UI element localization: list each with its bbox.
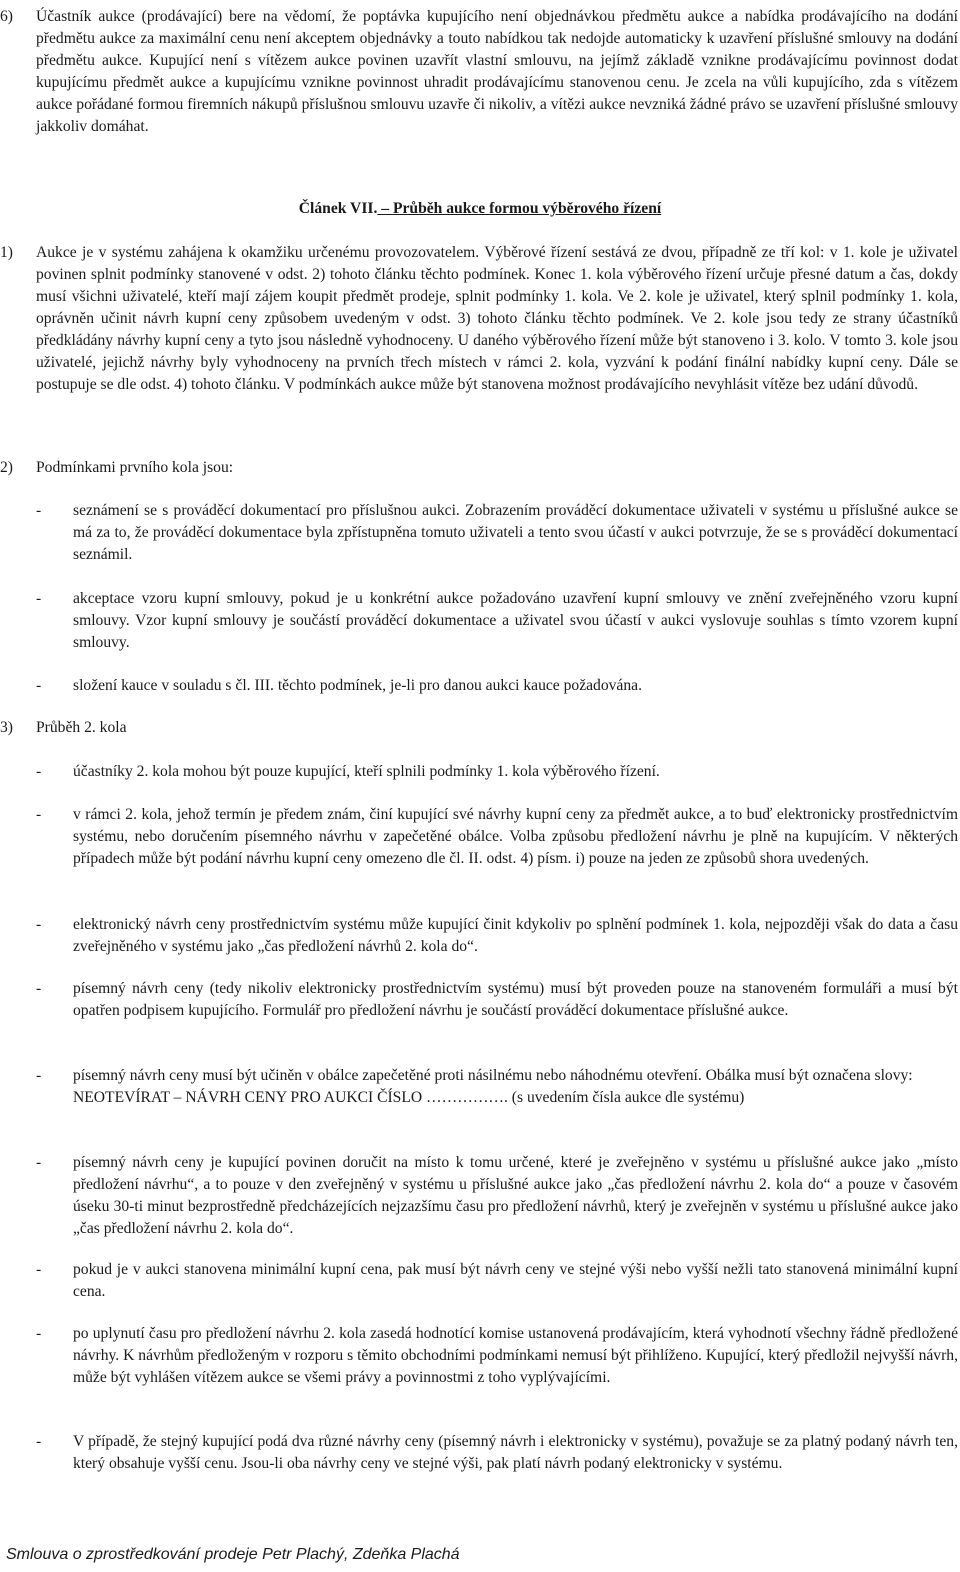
bullet-item <box>0 804 958 870</box>
bullet-text: písemný návrh ceny (tedy nikoliv elektronicky prostřednictvím systému) musí být proveden pouze na stanoveném formuláři a musí být opatřen podpisem kupujícího. Formulář pro předložení návrhu je součástí prováděcí dokumentace příslušné aukce. <box>73 980 958 1019</box>
clause-text: Aukce je v systému zahájena k okamžiku určenému provozovatelem. Výběrové řízení sestává ze dvou, případně ze tří kol: v 1. kole je uživatel povinen splnit podmínky stanovené v odst. 2) tohoto článku těchto podmínek. Konec 1. kola výběrového řízení určuje přesné datum a čas, dokdy musí všichni uživatelé, kteří mají zájem koupit předmět prodeje, splnit podmínky 1. kola. Ve 2. kole je uživatel, který splnil podmínky 1. kola, oprávněn učinit návrh kupní ceny způsobem uvedeným v odst. 3) tohoto článku těchto podmínek. Ve 2. kole jsou tedy ze strany účastníků předkládány návrhy kupní ceny a tyto jsou následně vyhodnoceny. U daného výběrového řízení může být stanoveno i 3. kolo. V tomto 3. kole jsou uživatelé, jejichž návrhy byly vyhodnoceny na prvních třech místech v rámci 2. kola, vyzvání k podání finální nabídky kupní ceny. Dále se postupuje se dle odst. 4) tohoto článku. V podmínkách aukce může být stanovena možnost prodávajícího nevyhlásit vítěze bez udání důvodů. <box>36 244 958 393</box>
bullet-item <box>0 588 958 654</box>
clause-number: 2) <box>0 459 13 476</box>
bullet-text: účastníky 2. kola mohou být pouze kupující, kteří splnili podmínky 1. kola výběrového řízení. <box>73 763 660 780</box>
clause-number: 3) <box>0 719 13 736</box>
bullet-text: písemný návrh ceny musí být učiněn v obálce zapečetěné proti násilnému nebo náhodnému otevření. Obálka musí být označena slovy: <box>73 1067 913 1084</box>
page-footer: Smlouva o zprostředkování prodeje Petr Plachý, Zdeňka Plachá <box>6 1546 460 1563</box>
article-separator: – <box>377 200 393 217</box>
article-label: Článek VII. <box>298 200 378 217</box>
bullet-dash: - <box>36 502 42 519</box>
bullet-dash: - <box>36 590 42 607</box>
bullet-dash: - <box>36 1261 42 1278</box>
bullet-text: pokud je v aukci stanovena minimální kupní cena, pak musí být návrh ceny ve stejné výši nebo vyšší nežli tato stanovená minimální kupní cena. <box>73 1261 958 1300</box>
clause-number: 1) <box>0 244 13 261</box>
bullet-text: V případě, že stejný kupující podá dva různé návrhy ceny (písemný návrh i elektronicky v systému), považuje se za platný podaný návrh ten, který obsahuje vyšší cenu. Jsou-li oba návrhy ceny ve stejné výši, pak platí návrh podaný elektronicky v systému. <box>73 1433 958 1472</box>
bullet-text: složení kauce v souladu s čl. III. těchto podmínek, je-li pro danou aukci kauce požadována. <box>73 677 642 694</box>
bullet-item <box>0 914 958 958</box>
bullet-item <box>0 1431 958 1475</box>
article-heading <box>0 198 960 220</box>
bullet-text: písemný návrh ceny je kupující povinen doručit na místo k tomu určené, které je zveřejněno v systému u příslušné aukce jako „místo předložení návrhu“, a to pouze v den zveřejněný v systému u příslušné aukce jako „čas předložení návrhu 2. kola do“ a pouze v časovém úseku 30-ti minut bezprostředně předcházejících nejzazšímu času pro předložení návrhů, který je zveřejněn v systému u příslušné aukce jako „čas předložení návrhu 2. kola do“. <box>73 1154 958 1237</box>
bullet-dash: - <box>36 1067 42 1084</box>
bullet-item <box>0 1323 958 1389</box>
bullet-text: po uplynutí času pro předložení návrhu 2. kola zasedá hodnotící komise ustanovená prodávajícím, která vyhodnotí všechny řádně předložené návrhy. K návrhům předloženým v rozporu s těmito obchodními podmínkami nemusí být přihlíženo. Kupující, který předložil nejvyšší návrh, může být vyhlášen vítězem aukce se všemi právy a povinnostmi z toho vyplývajícími. <box>73 1325 958 1386</box>
bullet-dash: - <box>36 677 42 694</box>
clause-1 <box>0 242 958 396</box>
bullet-item <box>0 1152 958 1240</box>
bullet-item <box>0 500 958 566</box>
bullet-item <box>0 675 958 697</box>
bullet-item <box>0 978 958 1022</box>
clause-6 <box>0 6 958 138</box>
bullet-item <box>0 761 958 783</box>
clause-number: 6) <box>0 8 13 25</box>
bullet-dash: - <box>36 763 42 780</box>
bullet-dash: - <box>36 980 42 997</box>
bullet-text: seznámení se s prováděcí dokumentací pro příslušnou aukci. Zobrazením prováděcí dokumentace uživateli v systému u příslušné aukce se má za to, že prováděcí dokumentace byla zpřístupněna tomuto uživateli a tento svou účastí v aukci potvrzuje, že se s prováděcí dokumentací seznámil. <box>73 502 958 563</box>
clause-3 <box>0 717 958 739</box>
bullet-text: v rámci 2. kola, jehož termín je předem znám, činí kupující své návrhy kupní ceny za předmět aukce, a to buď elektronicky prostřednictvím systému, nebo doručením písemného návrhu v zapečetěné obálce. Volba způsobu předložení návrhu je plně na kupujícím. V některých případech může být podání návrhu kupní ceny omezeno dle čl. II. odst. 4) písm. i) pouze na jeden ze způsobů shora uvedených. <box>73 806 958 867</box>
clause-text: Průběh 2. kola <box>36 719 127 736</box>
bullet-dash: - <box>36 1325 42 1342</box>
envelope-label-text: NEOTEVÍRAT – NÁVRH CENY PRO AUKCI ČÍSLO ……………. (s uvedením čísla aukce dle systému) <box>73 1089 745 1106</box>
clause-text: Podmínkami prvního kola jsou: <box>36 459 234 476</box>
clause-2 <box>0 457 958 479</box>
bullet-item-envelope <box>0 1065 958 1109</box>
bullet-text: elektronický návrh ceny prostřednictvím systému může kupující činit kdykoliv po splnění podmínek 1. kola, nejpozději však do data a času zveřejněného v systému jako „čas předložení návrhů 2. kola do“. <box>73 916 958 955</box>
bullet-dash: - <box>36 806 42 823</box>
article-title: Průběh aukce formou výběrového řízení <box>392 200 662 217</box>
bullet-text: akceptace vzoru kupní smlouvy, pokud je u konkrétní aukce požadováno uzavření kupní smlouvy ve znění zveřejněného vzoru kupní smlouvy. Vzor kupní smlouvy je součástí prováděcí dokumentace a uživatel svou účastí v aukci vyslovuje souhlas s tímto vzorem kupní smlouvy. <box>73 590 958 651</box>
bullet-dash: - <box>36 916 42 933</box>
bullet-dash: - <box>36 1433 42 1450</box>
bullet-item <box>0 1259 958 1303</box>
bullet-dash: - <box>36 1154 42 1171</box>
clause-text: Účastník aukce (prodávající) bere na vědomí, že poptávka kupujícího není objednávkou předmětu aukce a nabídka prodávajícího na dodání předmětu aukce za maximální cenu není akceptem objednávky a touto nabídkou tak nedojde automaticky k uzavření příslušné smlouvy na dodání předmětu aukce. Kupující není s vítězem aukce povinen uzavřít vlastní smlouvu, na jejímž základě vznikne prodávajícímu povinnost dodat kupujícímu předmět aukce a kupujícímu vznikne povinnost uhradit prodávajícímu stanovenou cenu. Je zcela na vůli kupujícího, zda s vítězem aukce pořádané formou firemních nákupů příslušnou smlouvu uzavře či nikoliv, a vítězi aukce nevzniká žádné právo se uzavření příslušné smlouvy jakkoliv domáhat. <box>36 8 958 135</box>
